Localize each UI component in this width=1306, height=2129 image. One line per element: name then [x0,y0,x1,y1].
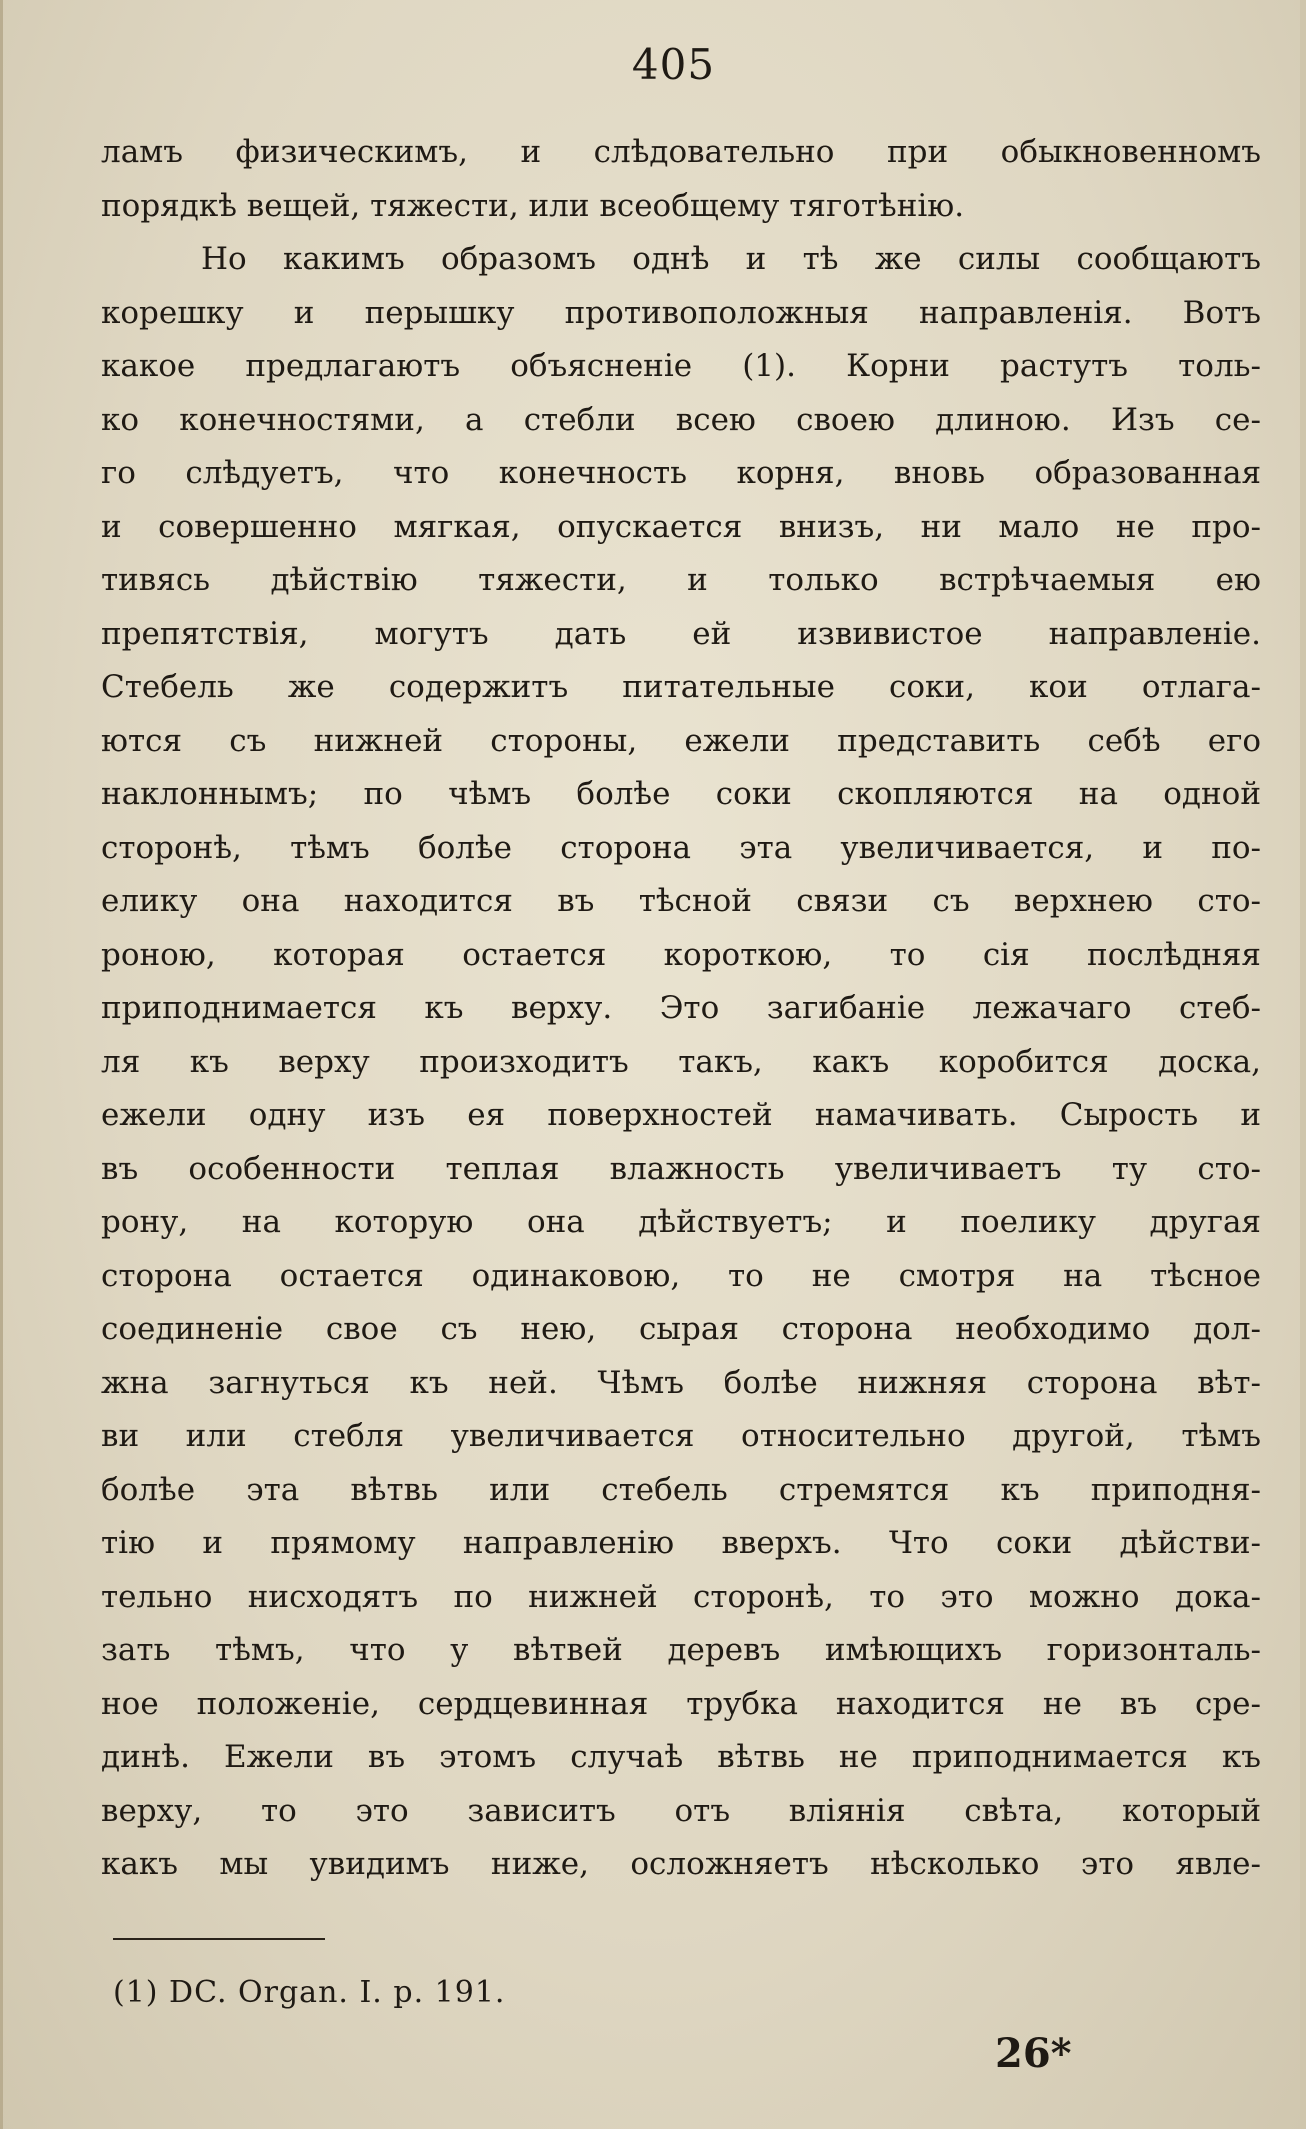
text-line: болѣе эта вѣтвь или стебель стремятся къ приподня- [101,1471,1261,1508]
text-line: ко конечностями, а стебли всею своею длиною. Изъ се- [101,401,1261,438]
text-line: рону, на которую она дѣйствуетъ; и поелику другая [101,1204,1261,1240]
text-line: го слѣдуетъ, что конечность корня, вновь образованная [101,455,1261,491]
text-line: наклоннымъ; по чѣмъ болѣе соки скопляются на одной [101,776,1261,812]
text-line: корешку и перышку противоположныя направленія. Вотъ [101,294,1261,331]
text-line: и совершенно мягкая, опускается внизъ, ни мало не про- [101,508,1261,545]
text-line: приподнимается къ верху. Это загибаніе лежачаго стеб- [101,990,1261,1026]
text-line: ное положеніе, сердцевинная трубка находится не въ сре- [101,1685,1261,1722]
signature-mark: 26* [995,2030,1072,2077]
footnote: (1) DC. Organ. I. p. 191. [113,1975,506,2010]
text-line: верху, то это зависитъ отъ вліянія свѣта, который [101,1792,1261,1829]
text-line: тію и прямому направленію вверхъ. Что соки дѣйстви- [101,1525,1261,1561]
text-line: тивясь дѣйствію тяжести, и только встрѣчаемыя ею [101,562,1261,598]
footnote-divider [113,1938,325,1940]
text-line: сторонѣ, тѣмъ болѣе сторона эта увеличивается, и по- [101,829,1261,866]
text-line: какое предлагаютъ объясненіе (1). Корни растутъ толь- [101,348,1261,384]
text-line: въ особенности теплая влажность увеличиваетъ ту сто- [101,1150,1261,1187]
body-text [101,126,1261,1892]
text-line: ля къ верху произходитъ такъ, какъ коробится доска, [101,1043,1261,1080]
text-line: ются съ нижней стороны, ежели представить себѣ его [101,722,1261,759]
text-line: роною, которая остается короткою, то сія послѣдняя [101,936,1261,973]
text-line: порядкѣ вещей, тяжести, или всеобщему тяготѣнію. [101,187,965,224]
text-line: соединеніе свое съ нею, сырая сторона необходимо дол- [101,1311,1261,1347]
text-line: какъ мы увидимъ ниже, осложняетъ нѣсколько это явле- [101,1846,1261,1882]
text-line: препятствія, могутъ дать ей извивистое направленіе. [101,615,1261,652]
text-line: зать тѣмъ, что у вѣтвей деревъ имѣющихъ горизонталь- [101,1632,1261,1668]
text-line: ви или стебля увеличивается относительно другой, тѣмъ [101,1418,1261,1454]
text-line: Стебель же содержитъ питательные соки, кои отлага- [101,669,1261,705]
text-line: ежели одну изъ ея поверхностей намачивать. Сырость и [101,1097,1261,1133]
text-line: ламъ физическимъ, и слѣдовательно при обыкновенномъ [101,134,1261,170]
text-line: динѣ. Ежели въ этомъ случаѣ вѣтвь не приподнимается къ [101,1739,1261,1775]
text-line: жна загнуться къ ней. Чѣмъ болѣе нижняя сторона вѣт- [101,1364,1261,1401]
page-number: 405 [631,40,716,89]
text-line: елику она находится въ тѣсной связи съ верхнею сто- [101,883,1261,919]
text-line: Но какимъ образомъ однѣ и тѣ же силы сообщаютъ [201,241,1261,277]
text-line: сторона остается одинаковою, то не смотря на тѣсное [101,1257,1261,1294]
text-line: тельно нисходятъ по нижней сторонѣ, то это можно дока- [101,1578,1261,1615]
